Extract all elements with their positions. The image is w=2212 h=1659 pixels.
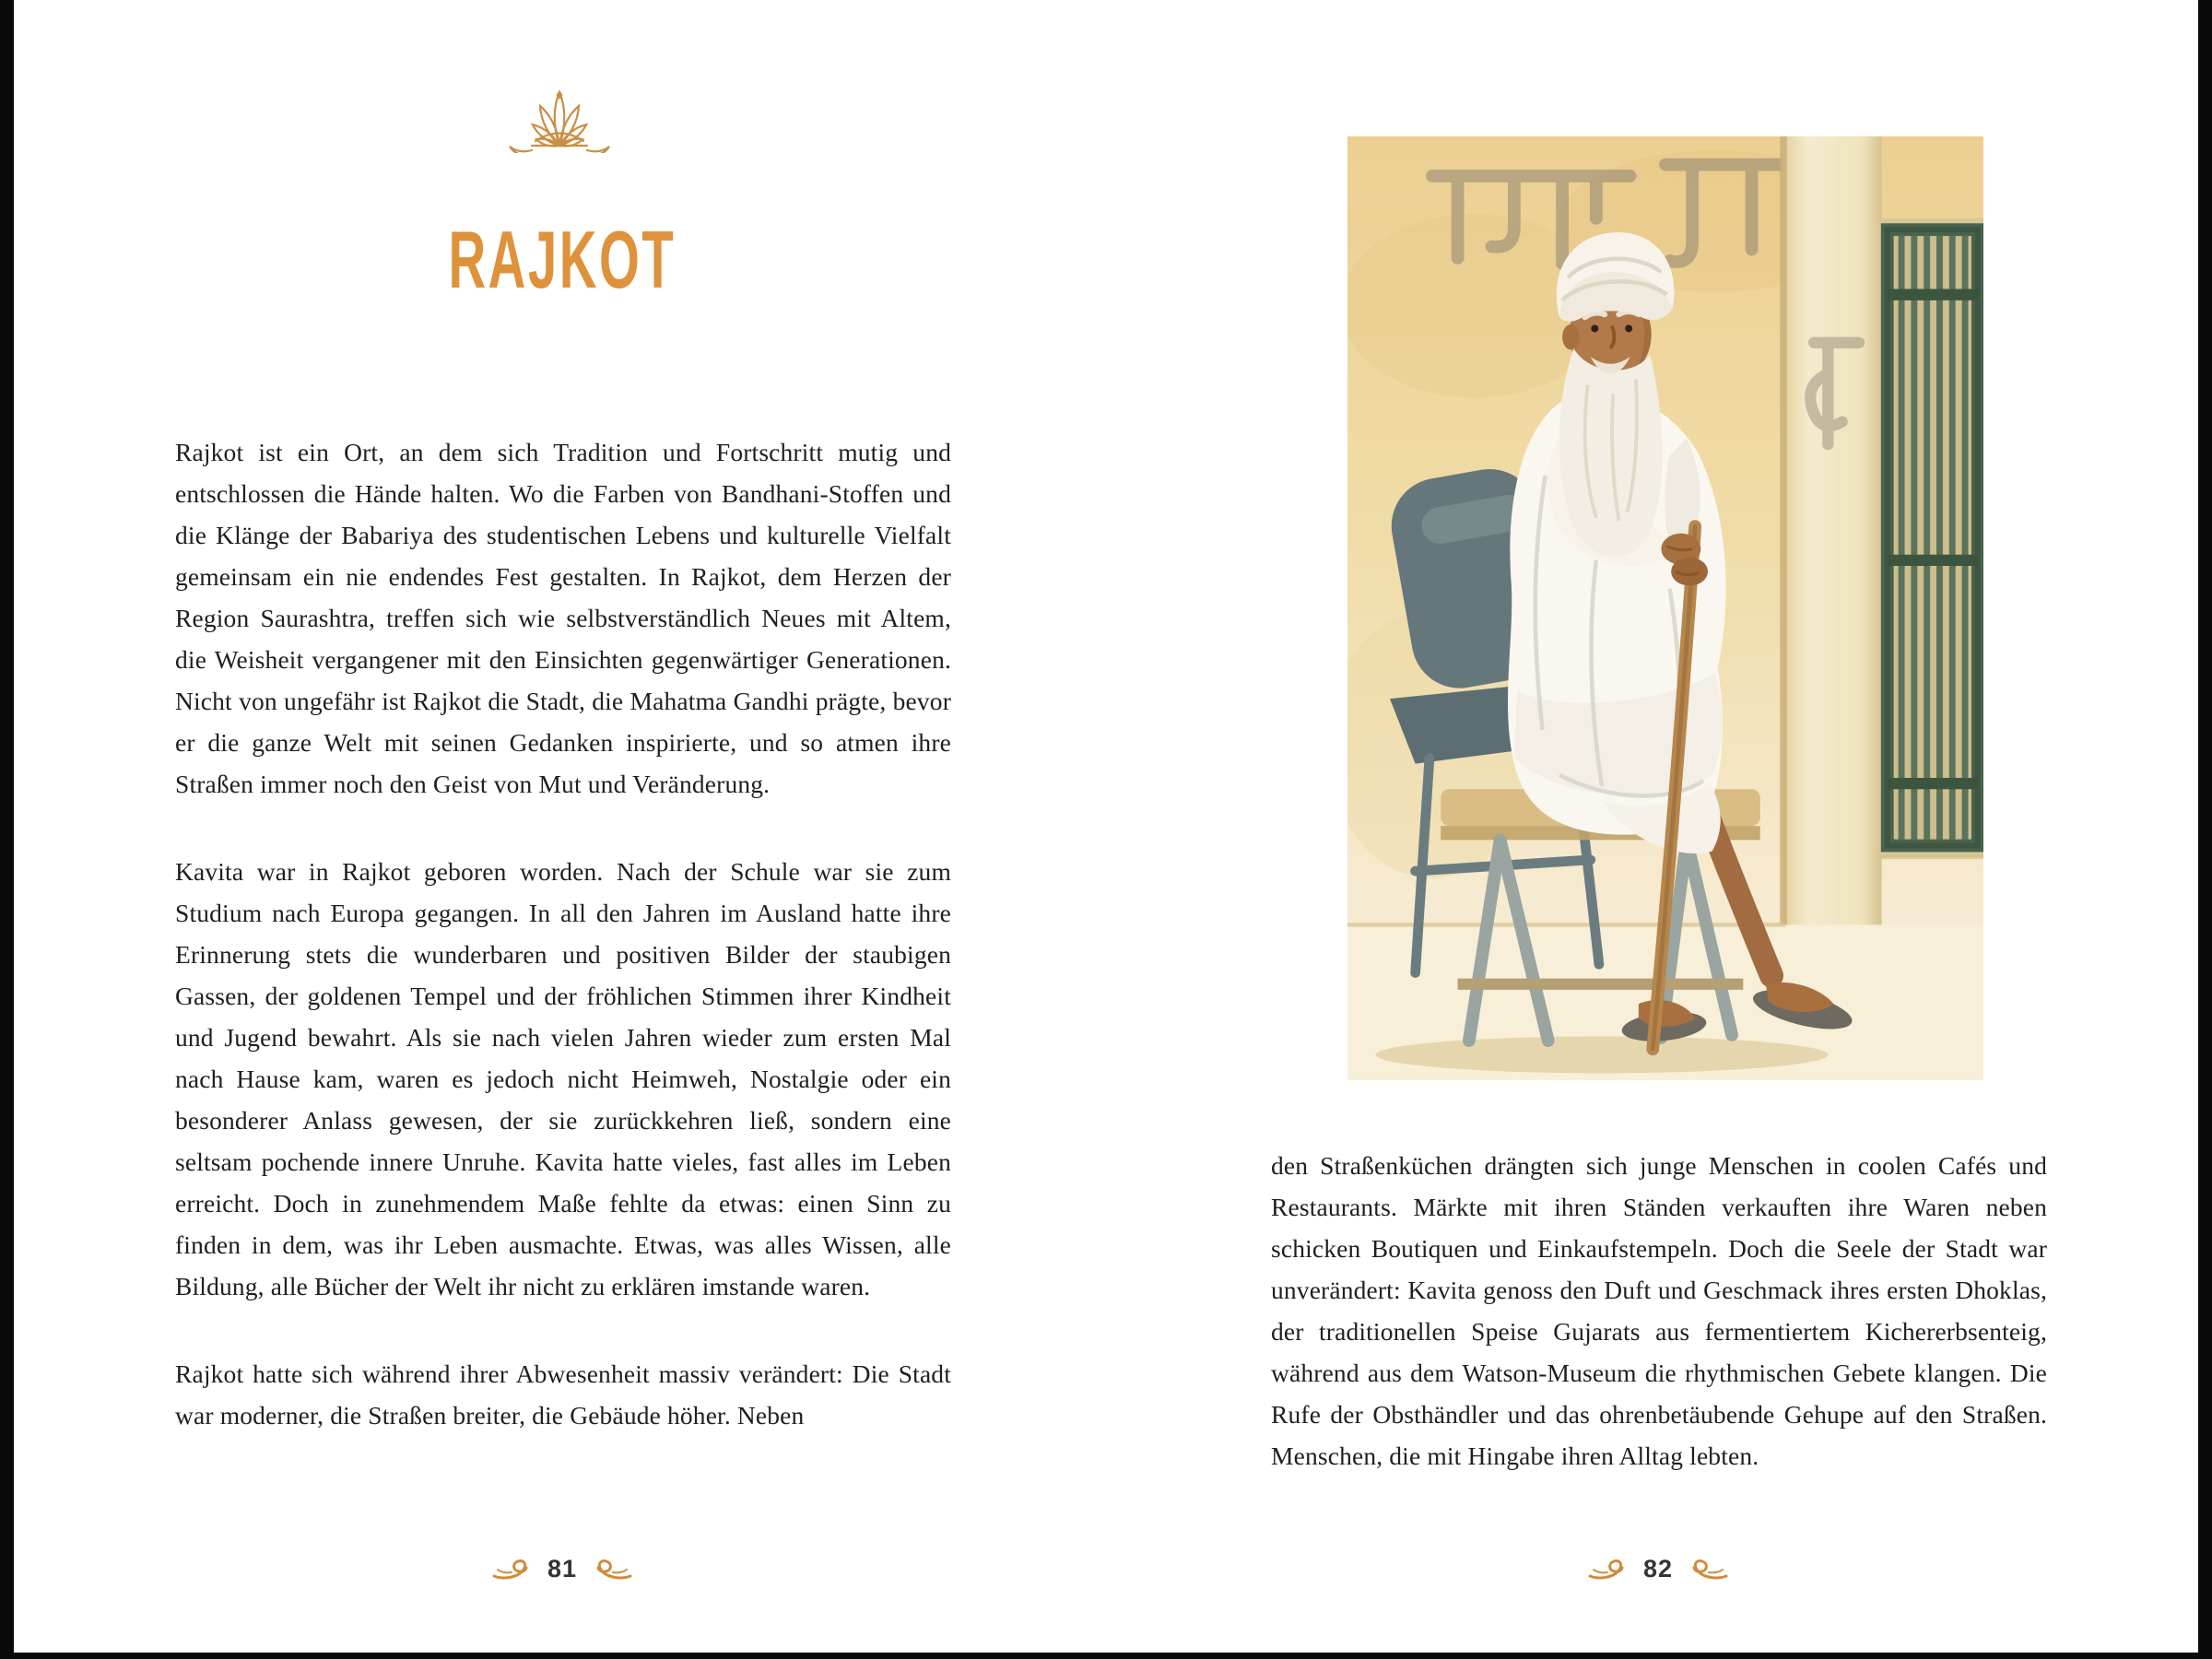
wave-curl-icon <box>594 1557 632 1581</box>
illustration-elderly-man <box>1347 136 1983 1080</box>
bottom-edge-bar <box>0 1653 2212 1659</box>
wave-curl-icon <box>1588 1557 1627 1581</box>
left-edge-bar <box>0 0 14 1659</box>
wave-curl-icon <box>1689 1557 1728 1581</box>
body-paragraph: Kavita war in Rajkot geboren worden. Nach der Schule war sie zum Studium nach Europa gegangen. In all den Jahren im Ausland hatte ihre Erinnerung stets die wunderbaren und positiven Bilder der staubigen Gassen, der goldenen Tempel und der fröhlichen Stimmen ihrer Kindheit und Jugend bewahrt. Als sie nach vielen Jahren wieder zum ersten Mal nach Hause kam, waren es jedoch nicht Heimweh, Nostalgie oder ein besonderer Anlass gewesen, der sie zurückkehren ließ, sondern eine seltsam pochende innere Unruhe. Kavita hatte vieles, fast alles im Leben erreicht. Doch in zunehmendem Maße fehlte da etwas: einen Sinn zu finden in dem, was ihr Leben ausmachte. Etwas, was alles Wissen, alle Bildung, alle Bücher der Welt ihr nicht zu erklären imstande waren. <box>175 857 951 1300</box>
right-page-footer <box>1271 1552 2045 1585</box>
page-number: 81 <box>547 1554 578 1583</box>
lotus-mandala-icon <box>495 72 624 153</box>
wave-curl-icon <box>492 1557 531 1581</box>
chapter-title <box>175 214 949 305</box>
body-paragraph: Rajkot hatte sich während ihrer Abwesenheit massiv verändert: Die Stadt war moderner, die Straßen breiter, die Gebäude höher. Neben <box>175 1359 951 1430</box>
chapter-title-text: RAJKOT <box>448 214 677 305</box>
body-paragraph: den Straßenküchen drängten sich junge Menschen in coolen Cafés und Restaurants. Märkte mit ihren Ständen verkauften ihre Waren neben schicken Boutiquen und Einkaufstempeln. Doch die Seele der Stadt war unverändert: Kavita genoss den Duft und Geschmack ihres ersten Dhoklas, der traditionellen Speise Gujarats aus fermentiertem Kichererbsenteig, während aus dem Watson-Museum die rhythmischen Gebete klangen. Die Rufe der Obsthändler und das ohrenbetäubende Gehupe auf den Straßen. Menschen, die mit Hingabe ihren Alltag lebten. <box>1271 1151 2047 1470</box>
body-paragraph: Rajkot ist ein Ort, an dem sich Tradition und Fortschritt mutig und entschlossen die Hände halten. Wo die Farben von Bandhani-Stoffen und die Klänge der Babariya des studentischen Lebens und kulturelle Vielfalt gemeinsam ein nie endendes Fest gestalten. In Rajkot, dem Herzen der Region Saurashtra, treffen sich wie selbstverständlich Neues mit Altem, die Weisheit vergangener mit den Einsichten gegenwärtiger Generationen. Nicht von ungefähr ist Rajkot die Stadt, die Mahatma Gandhi prägte, bevor er die ganze Welt mit seinen Gedanken inspirierte, und so atmen ihre Straßen immer noch den Geist von Mut und Veränderung. <box>175 438 951 798</box>
left-page-footer <box>175 1552 949 1585</box>
right-edge-bar <box>2198 0 2212 1659</box>
right-text-column <box>1271 1145 2047 1477</box>
left-text-column <box>175 431 951 1436</box>
page-number: 82 <box>1642 1554 1674 1583</box>
